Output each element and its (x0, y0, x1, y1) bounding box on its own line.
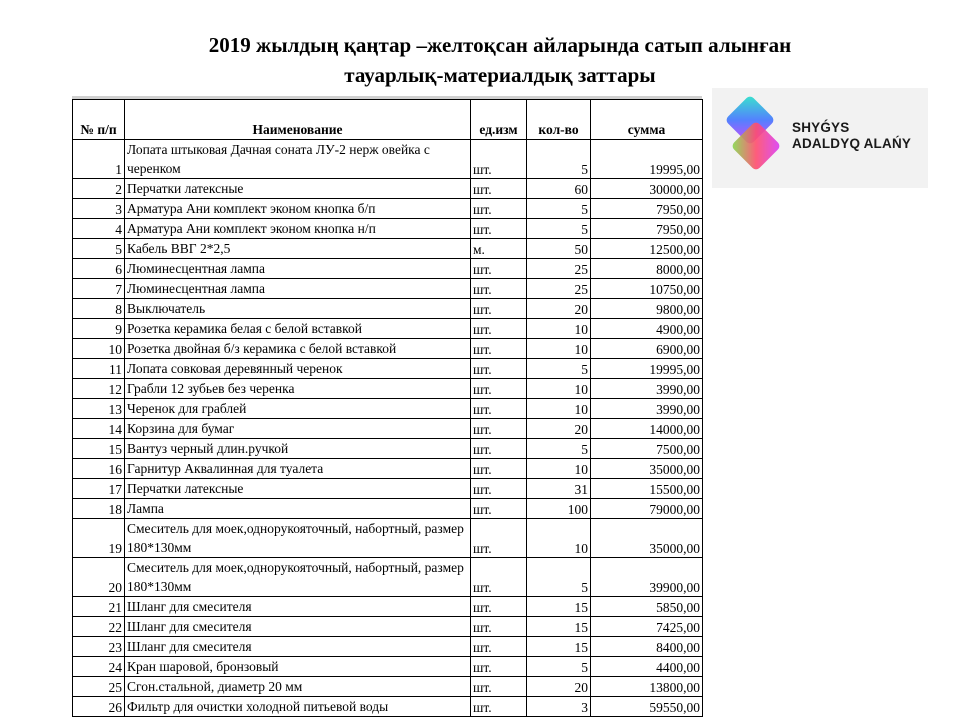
cell-qty: 5 (527, 558, 591, 597)
table-row (73, 219, 703, 239)
cell-name: Корзина для бумаг (125, 419, 471, 439)
cell-sum: 8400,00 (591, 637, 703, 657)
header-name: Наименование (125, 100, 471, 140)
cell-name: Розетка керамика белая с белой вставкой (125, 319, 471, 339)
cell-unit: шт. (471, 399, 527, 419)
header-num: № п/п (73, 100, 125, 140)
cell-unit: шт. (471, 637, 527, 657)
table-row (73, 597, 703, 617)
cell-num: 14 (73, 419, 125, 439)
cell-sum: 35000,00 (591, 459, 703, 479)
cell-name: Грабли 12 зубьев без черенка (125, 379, 471, 399)
cell-unit: шт. (471, 319, 527, 339)
header-unit: ед.изм (471, 100, 527, 140)
cell-unit: шт. (471, 697, 527, 717)
cell-num: 9 (73, 319, 125, 339)
cell-sum: 79000,00 (591, 499, 703, 519)
cell-sum: 12500,00 (591, 239, 703, 259)
cell-sum: 39900,00 (591, 558, 703, 597)
table-row (73, 359, 703, 379)
cell-unit: шт. (471, 677, 527, 697)
cell-qty: 3 (527, 697, 591, 717)
cell-num: 8 (73, 299, 125, 319)
header-qty: кол-во (527, 100, 591, 140)
cell-unit: шт. (471, 379, 527, 399)
cell-qty: 10 (527, 319, 591, 339)
logo-mark-icon (724, 96, 788, 176)
cell-qty: 10 (527, 519, 591, 558)
cell-qty: 100 (527, 499, 591, 519)
table-row (73, 279, 703, 299)
table-row (73, 199, 703, 219)
cell-num: 20 (73, 558, 125, 597)
cell-qty: 50 (527, 239, 591, 259)
cell-qty: 10 (527, 339, 591, 359)
cell-qty: 20 (527, 299, 591, 319)
title-line-2: тауарлық-материалдық заттары (344, 63, 656, 87)
cell-unit: шт. (471, 479, 527, 499)
cell-name: Кабель ВВГ 2*2,5 (125, 239, 471, 259)
cell-num: 6 (73, 259, 125, 279)
cell-name: Люминесцентная лампа (125, 259, 471, 279)
cell-name: Фильтр для очистки холодной питьевой воды (125, 697, 471, 717)
cell-unit: шт. (471, 179, 527, 199)
cell-num: 26 (73, 697, 125, 717)
cell-name: Выключатель (125, 299, 471, 319)
table-row (73, 299, 703, 319)
cell-num: 7 (73, 279, 125, 299)
cell-unit: шт. (471, 459, 527, 479)
cell-name: Арматура Ани комплект эконом кнопка б/п (125, 199, 471, 219)
cell-unit: шт. (471, 617, 527, 637)
cell-sum: 14000,00 (591, 419, 703, 439)
table-row (73, 459, 703, 479)
cell-num: 19 (73, 519, 125, 558)
table-row (73, 319, 703, 339)
cell-name: Сгон.стальной, диаметр 20 мм (125, 677, 471, 697)
cell-num: 24 (73, 657, 125, 677)
cell-unit: шт. (471, 439, 527, 459)
cell-num: 15 (73, 439, 125, 459)
cell-qty: 5 (527, 219, 591, 239)
table-body (73, 140, 703, 717)
logo (712, 88, 928, 188)
cell-unit: шт. (471, 519, 527, 558)
table-row (73, 379, 703, 399)
cell-num: 4 (73, 219, 125, 239)
cell-name: Смеситель для моек,однорукояточный, набортный, размер 180*130мм (125, 519, 471, 558)
cell-unit: шт. (471, 597, 527, 617)
cell-qty: 5 (527, 359, 591, 379)
cell-qty: 5 (527, 140, 591, 179)
purchases-table (72, 99, 703, 717)
table-row (73, 519, 703, 558)
cell-unit: шт. (471, 419, 527, 439)
cell-qty: 10 (527, 399, 591, 419)
cell-sum: 8000,00 (591, 259, 703, 279)
cell-unit: шт. (471, 199, 527, 219)
cell-unit: шт. (471, 219, 527, 239)
cell-sum: 9800,00 (591, 299, 703, 319)
logo-text (792, 120, 911, 152)
cell-sum: 3990,00 (591, 399, 703, 419)
cell-unit: шт. (471, 558, 527, 597)
cell-qty: 25 (527, 259, 591, 279)
table-header-row (73, 100, 703, 140)
table-row (73, 339, 703, 359)
cell-qty: 20 (527, 419, 591, 439)
cell-name: Кран шаровой, бронзовый (125, 657, 471, 677)
cell-name: Перчатки латексные (125, 479, 471, 499)
cell-qty: 15 (527, 637, 591, 657)
cell-name: Смеситель для моек,однорукояточный, набортный, размер 180*130мм (125, 558, 471, 597)
table-row (73, 637, 703, 657)
cell-unit: шт. (471, 259, 527, 279)
cell-num: 11 (73, 359, 125, 379)
table-row (73, 259, 703, 279)
cell-num: 16 (73, 459, 125, 479)
table-row (73, 479, 703, 499)
cell-sum: 13800,00 (591, 677, 703, 697)
cell-num: 3 (73, 199, 125, 219)
table-row (73, 499, 703, 519)
cell-sum: 5850,00 (591, 597, 703, 617)
cell-name: Шланг для смесителя (125, 617, 471, 637)
header-sum: сумма (591, 100, 703, 140)
cell-sum: 7950,00 (591, 219, 703, 239)
cell-qty: 5 (527, 199, 591, 219)
cell-unit: шт. (471, 657, 527, 677)
purchases-table-container (72, 96, 702, 717)
title-line-1: 2019 жылдың қаңтар –желтоқсан айларында сатып алынған (208, 33, 792, 57)
logo-text-line-2: ADALDYQ ALAŃY (792, 136, 912, 151)
cell-sum: 30000,00 (591, 179, 703, 199)
cell-sum: 7500,00 (591, 439, 703, 459)
cell-qty: 10 (527, 379, 591, 399)
cell-unit: шт. (471, 140, 527, 179)
cell-name: Шланг для смесителя (125, 637, 471, 657)
cell-unit: шт. (471, 299, 527, 319)
cell-name: Лампа (125, 499, 471, 519)
table-row (73, 140, 703, 179)
cell-qty: 10 (527, 459, 591, 479)
table-row (73, 697, 703, 717)
cell-qty: 25 (527, 279, 591, 299)
table-row (73, 439, 703, 459)
page-title (150, 30, 850, 90)
cell-num: 23 (73, 637, 125, 657)
cell-name: Перчатки латексные (125, 179, 471, 199)
cell-num: 5 (73, 239, 125, 259)
table-row (73, 239, 703, 259)
cell-qty: 5 (527, 439, 591, 459)
cell-sum: 35000,00 (591, 519, 703, 558)
cell-sum: 15500,00 (591, 479, 703, 499)
cell-sum: 4400,00 (591, 657, 703, 677)
cell-num: 10 (73, 339, 125, 359)
logo-text-line-1: SHYǴYS (792, 120, 850, 135)
cell-num: 13 (73, 399, 125, 419)
cell-sum: 59550,00 (591, 697, 703, 717)
cell-name: Арматура Ани комплект эконом кнопка н/п (125, 219, 471, 239)
cell-sum: 7425,00 (591, 617, 703, 637)
cell-name: Лопата штыковая Дачная соната ЛУ-2 нерж овейка с черенком (125, 140, 471, 179)
cell-num: 18 (73, 499, 125, 519)
table-row (73, 677, 703, 697)
cell-num: 25 (73, 677, 125, 697)
cell-qty: 60 (527, 179, 591, 199)
cell-qty: 15 (527, 617, 591, 637)
cell-sum: 19995,00 (591, 359, 703, 379)
table-row (73, 657, 703, 677)
cell-name: Шланг для смесителя (125, 597, 471, 617)
cell-num: 21 (73, 597, 125, 617)
cell-unit: м. (471, 239, 527, 259)
cell-name: Розетка двойная б/з керамика с белой вставкой (125, 339, 471, 359)
cell-name: Гарнитур Аквалинная для туалета (125, 459, 471, 479)
cell-name: Вантуз черный длин.ручкой (125, 439, 471, 459)
table-row (73, 179, 703, 199)
cell-sum: 6900,00 (591, 339, 703, 359)
cell-sum: 4900,00 (591, 319, 703, 339)
cell-sum: 7950,00 (591, 199, 703, 219)
cell-unit: шт. (471, 279, 527, 299)
cell-name: Люминесцентная лампа (125, 279, 471, 299)
cell-sum: 10750,00 (591, 279, 703, 299)
table-row (73, 399, 703, 419)
cell-sum: 19995,00 (591, 140, 703, 179)
cell-num: 1 (73, 140, 125, 179)
cell-unit: шт. (471, 339, 527, 359)
cell-name: Лопата совковая деревянный черенок (125, 359, 471, 379)
cell-qty: 31 (527, 479, 591, 499)
cell-num: 22 (73, 617, 125, 637)
cell-num: 2 (73, 179, 125, 199)
cell-name: Черенок для граблей (125, 399, 471, 419)
cell-qty: 20 (527, 677, 591, 697)
table-row (73, 617, 703, 637)
cell-sum: 3990,00 (591, 379, 703, 399)
cell-num: 17 (73, 479, 125, 499)
table-row (73, 419, 703, 439)
cell-unit: шт. (471, 359, 527, 379)
cell-unit: шт. (471, 499, 527, 519)
table-row (73, 558, 703, 597)
cell-qty: 5 (527, 657, 591, 677)
cell-num: 12 (73, 379, 125, 399)
cell-qty: 15 (527, 597, 591, 617)
